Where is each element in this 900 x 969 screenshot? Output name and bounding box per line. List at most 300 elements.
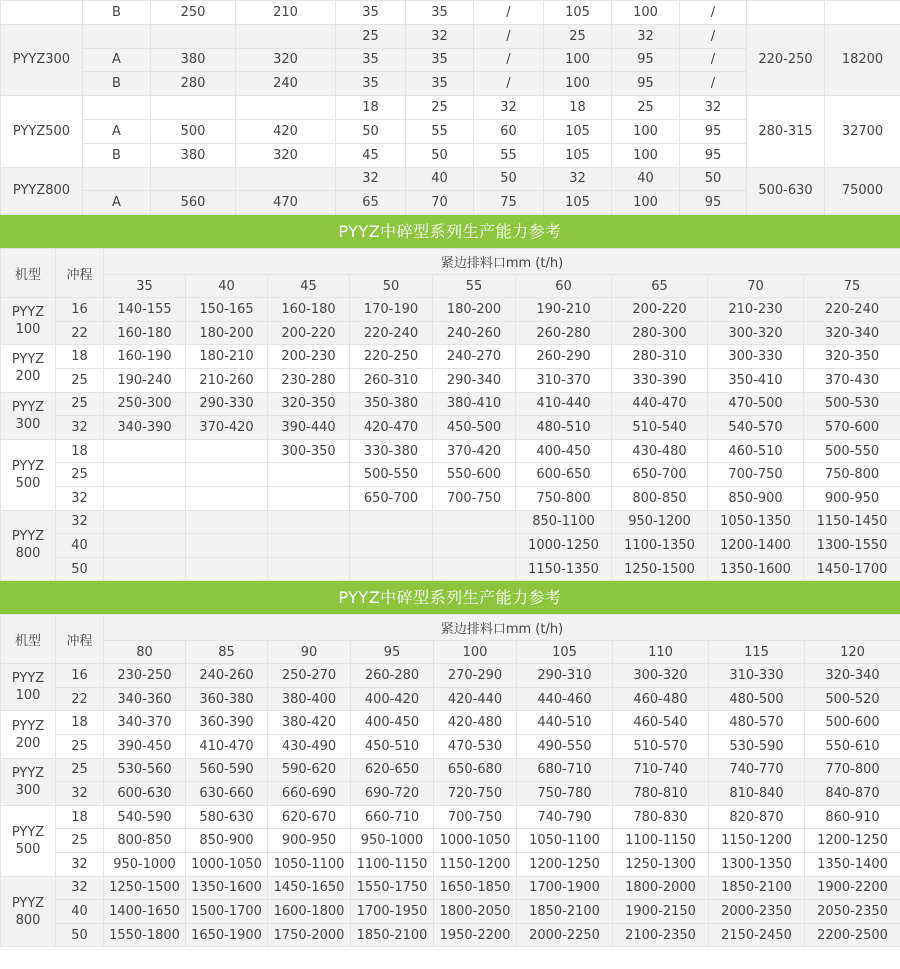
capacity-row — [1, 486, 900, 510]
capacity-cell: 630-660 — [186, 782, 268, 806]
capacity-cell: 850-900 — [708, 486, 804, 510]
capacity-cell: 180-210 — [186, 345, 268, 369]
capacity-cell: 540-590 — [104, 805, 186, 829]
spec-value-cell: / — [680, 72, 747, 96]
capacity-cell: 650-700 — [350, 486, 433, 510]
capacity-cell: 240-270 — [433, 345, 516, 369]
model-cell: PYYZ 200 — [1, 711, 56, 758]
capacity-cell: 900-950 — [268, 829, 351, 853]
spec-weight-cell: 18200 — [825, 24, 900, 95]
capacity-cell: 310-370 — [516, 368, 612, 392]
capacity-cell: 240-260 — [186, 664, 268, 688]
capacity-cell: 620-670 — [268, 805, 351, 829]
capacity-table-2-body — [1, 615, 900, 947]
capacity-cell: 1100-1150 — [351, 853, 434, 877]
capacity-cell: 540-570 — [708, 416, 804, 440]
size-header-cell: 90 — [268, 641, 351, 664]
capacity-cell: 320-350 — [268, 392, 350, 416]
spec-model-cell: PYYZ300 — [1, 24, 83, 95]
spec-value-cell: 50 — [336, 119, 406, 143]
header-row — [1, 615, 900, 641]
spec-row — [1, 96, 900, 120]
spec-rpm-cell: 500-630 — [747, 167, 825, 215]
capacity-cell: 2000-2350 — [709, 900, 805, 924]
capacity-cell: 1850-2100 — [351, 923, 434, 947]
capacity-cell: 230-280 — [268, 368, 350, 392]
capacity-table-2 — [0, 614, 900, 947]
capacity-cell: 1600-1800 — [268, 900, 351, 924]
capacity-cell: 820-870 — [709, 805, 805, 829]
capacity-cell: 550-600 — [433, 463, 516, 487]
capacity-cell: 1350-1400 — [805, 853, 900, 877]
capacity-cell — [104, 534, 186, 558]
capacity-cell: 1200-1250 — [517, 853, 613, 877]
capacity-cell: 500-550 — [350, 463, 433, 487]
spec-value-cell: 320 — [236, 143, 336, 167]
stroke-cell: 16 — [56, 298, 104, 322]
capacity-cell: 950-1000 — [104, 853, 186, 877]
capacity-cell: 690-720 — [351, 782, 434, 806]
capacity-cell — [104, 557, 186, 581]
model-cell: PYYZ 500 — [1, 439, 56, 510]
size-header-cell: 110 — [613, 641, 709, 664]
capacity-row — [1, 345, 900, 369]
stroke-cell: 18 — [56, 711, 104, 735]
spec-value-cell: / — [680, 24, 747, 48]
capacity-cell: 1150-1200 — [434, 853, 517, 877]
capacity-cell: 440-510 — [517, 711, 613, 735]
capacity-cell: 390-440 — [268, 416, 350, 440]
capacity-cell: 2100-2350 — [613, 923, 709, 947]
capacity-cell: 1850-2100 — [709, 876, 805, 900]
capacity-cell: 750-800 — [516, 486, 612, 510]
size-header-row — [1, 275, 900, 298]
capacity-cell: 750-780 — [517, 782, 613, 806]
capacity-cell: 420-480 — [434, 711, 517, 735]
capacity-cell: 1800-2050 — [434, 900, 517, 924]
capacity-cell: 230-250 — [104, 664, 186, 688]
spec-value-cell: 100 — [544, 48, 612, 72]
size-header-cell: 60 — [516, 275, 612, 298]
capacity-row — [1, 687, 900, 711]
capacity-cell: 1000-1050 — [186, 853, 268, 877]
capacity-cell: 160-180 — [104, 321, 186, 345]
spec-value-cell: 95 — [612, 48, 680, 72]
capacity-cell: 190-210 — [516, 298, 612, 322]
spec-model-cell: PYYZ500 — [1, 96, 83, 167]
spec-value-cell: 95 — [680, 191, 747, 215]
capacity-cell: 1150-1200 — [709, 829, 805, 853]
table2-title: PYYZ中碎型系列生产能力参考 — [0, 581, 900, 614]
capacity-cell: 370-420 — [433, 439, 516, 463]
spec-value-cell — [151, 167, 236, 191]
stroke-cell: 22 — [56, 687, 104, 711]
size-header-cell: 120 — [805, 641, 900, 664]
capacity-cell: 800-850 — [612, 486, 708, 510]
capacity-cell: 2000-2250 — [517, 923, 613, 947]
capacity-cell: 680-710 — [517, 758, 613, 782]
capacity-cell: 1850-2100 — [517, 900, 613, 924]
capacity-cell — [268, 486, 350, 510]
capacity-cell: 1900-2150 — [613, 900, 709, 924]
capacity-cell: 650-680 — [434, 758, 517, 782]
spec-value-cell: / — [474, 24, 544, 48]
spec-value-cell: 100 — [612, 191, 680, 215]
capacity-cell: 360-390 — [186, 711, 268, 735]
capacity-cell: 430-490 — [268, 735, 351, 759]
capacity-cell: 330-390 — [612, 368, 708, 392]
capacity-row — [1, 321, 900, 345]
capacity-cell — [104, 439, 186, 463]
stroke-cell: 50 — [56, 557, 104, 581]
capacity-cell — [350, 510, 433, 534]
capacity-cell: 160-190 — [104, 345, 186, 369]
stroke-cell: 25 — [56, 392, 104, 416]
capacity-cell: 500-600 — [805, 711, 900, 735]
spec-row — [1, 167, 900, 191]
capacity-cell: 290-310 — [517, 664, 613, 688]
capacity-cell: 340-370 — [104, 711, 186, 735]
capacity-row — [1, 664, 900, 688]
spec-value-cell: / — [680, 48, 747, 72]
capacity-cell: 660-690 — [268, 782, 351, 806]
capacity-cell — [350, 534, 433, 558]
capacity-cell: 270-290 — [434, 664, 517, 688]
capacity-cell: 590-620 — [268, 758, 351, 782]
capacity-cell: 550-610 — [805, 735, 900, 759]
capacity-cell — [186, 534, 268, 558]
spec-value-cell: 32 — [406, 24, 474, 48]
model-cell: PYYZ 100 — [1, 664, 56, 711]
capacity-cell: 500-550 — [804, 439, 900, 463]
stroke-cell: 40 — [56, 534, 104, 558]
capacity-row — [1, 557, 900, 581]
spec-value-cell: 560 — [151, 191, 236, 215]
spec-value-cell: 35 — [336, 72, 406, 96]
spec-value-cell: 25 — [336, 24, 406, 48]
spec-value-cell: 320 — [236, 48, 336, 72]
capacity-cell — [104, 510, 186, 534]
capacity-cell: 1350-1600 — [186, 876, 268, 900]
spec-value-cell: 18 — [336, 96, 406, 120]
capacity-cell: 450-510 — [351, 735, 434, 759]
capacity-row — [1, 735, 900, 759]
spec-weight-cell: 75000 — [825, 167, 900, 215]
capacity-cell — [104, 486, 186, 510]
model-cell: PYYZ 500 — [1, 805, 56, 876]
capacity-cell: 340-360 — [104, 687, 186, 711]
capacity-cell: 220-250 — [350, 345, 433, 369]
capacity-row — [1, 900, 900, 924]
capacity-cell: 530-590 — [709, 735, 805, 759]
spec-value-cell — [236, 167, 336, 191]
capacity-cell: 360-380 — [186, 687, 268, 711]
spec-value-cell: 100 — [612, 143, 680, 167]
capacity-cell: 1000-1250 — [516, 534, 612, 558]
size-header-cell: 40 — [186, 275, 268, 298]
capacity-cell: 370-430 — [804, 368, 900, 392]
spec-model-cell: PYYZ800 — [1, 167, 83, 215]
capacity-cell — [268, 534, 350, 558]
capacity-cell — [186, 486, 268, 510]
capacity-cell: 1250-1500 — [104, 876, 186, 900]
stroke-cell: 18 — [56, 805, 104, 829]
size-header-cell: 55 — [433, 275, 516, 298]
capacity-cell: 1900-2200 — [805, 876, 900, 900]
capacity-cell: 510-570 — [613, 735, 709, 759]
capacity-cell: 1250-1500 — [612, 557, 708, 581]
capacity-cell: 200-220 — [268, 321, 350, 345]
capacity-cell — [433, 557, 516, 581]
capacity-cell: 480-570 — [709, 711, 805, 735]
capacity-cell: 340-390 — [104, 416, 186, 440]
size-header-cell: 80 — [104, 641, 186, 664]
capacity-cell: 850-900 — [186, 829, 268, 853]
capacity-cell: 500-530 — [804, 392, 900, 416]
size-header-cell: 50 — [350, 275, 433, 298]
capacity-cell: 400-420 — [351, 687, 434, 711]
capacity-cell: 1800-2000 — [613, 876, 709, 900]
capacity-cell: 900-950 — [804, 486, 900, 510]
spec-value-cell: / — [474, 72, 544, 96]
capacity-cell: 1400-1650 — [104, 900, 186, 924]
capacity-cell — [186, 439, 268, 463]
discharge-group-header: 紧边排料口mm (t/h) — [104, 249, 900, 275]
capacity-cell: 250-300 — [104, 392, 186, 416]
capacity-cell: 460-480 — [613, 687, 709, 711]
capacity-cell: 200-230 — [268, 345, 350, 369]
size-header-cell: 95 — [351, 641, 434, 664]
capacity-cell: 310-330 — [709, 664, 805, 688]
capacity-cell: 380-400 — [268, 687, 351, 711]
capacity-cell: 290-340 — [433, 368, 516, 392]
capacity-cell: 460-510 — [708, 439, 804, 463]
spec-row — [1, 1, 900, 25]
capacity-cell: 1950-2200 — [434, 923, 517, 947]
spec-value-cell — [83, 24, 151, 48]
capacity-row — [1, 805, 900, 829]
capacity-cell: 220-240 — [804, 298, 900, 322]
capacity-cell: 260-280 — [351, 664, 434, 688]
spec-value-cell: 40 — [406, 167, 474, 191]
capacity-cell: 500-520 — [805, 687, 900, 711]
capacity-cell: 180-200 — [186, 321, 268, 345]
spec-value-cell: 40 — [612, 167, 680, 191]
capacity-table-1-body — [1, 249, 900, 581]
capacity-cell: 810-840 — [709, 782, 805, 806]
capacity-cell — [186, 557, 268, 581]
capacity-cell: 350-380 — [350, 392, 433, 416]
spec-value-cell: 25 — [612, 96, 680, 120]
capacity-cell: 1300-1550 — [804, 534, 900, 558]
spec-value-cell: / — [474, 1, 544, 25]
capacity-cell: 570-600 — [804, 416, 900, 440]
capacity-cell: 2050-2350 — [805, 900, 900, 924]
capacity-cell: 1700-1900 — [517, 876, 613, 900]
capacity-cell: 300-330 — [708, 345, 804, 369]
capacity-cell: 2200-2500 — [805, 923, 900, 947]
capacity-cell: 1300-1350 — [709, 853, 805, 877]
spec-value-cell: 210 — [236, 1, 336, 25]
spec-value-cell: 105 — [544, 1, 612, 25]
spec-value-cell: 380 — [151, 143, 236, 167]
spec-value-cell: 100 — [612, 1, 680, 25]
spec-value-cell: 105 — [544, 143, 612, 167]
capacity-row — [1, 711, 900, 735]
capacity-cell: 750-800 — [804, 463, 900, 487]
capacity-cell: 770-800 — [805, 758, 900, 782]
capacity-cell: 1750-2000 — [268, 923, 351, 947]
capacity-row — [1, 416, 900, 440]
spec-value-cell: 75 — [474, 191, 544, 215]
spec-value-cell: B — [83, 143, 151, 167]
capacity-cell: 300-350 — [268, 439, 350, 463]
capacity-cell: 160-180 — [268, 298, 350, 322]
capacity-cell: 660-710 — [351, 805, 434, 829]
spec-value-cell: 55 — [406, 119, 474, 143]
spec-value-cell: B — [83, 1, 151, 25]
capacity-cell: 1350-1600 — [708, 557, 804, 581]
capacity-cell: 490-550 — [517, 735, 613, 759]
capacity-row — [1, 392, 900, 416]
capacity-cell: 390-450 — [104, 735, 186, 759]
spec-value-cell — [236, 96, 336, 120]
stroke-cell: 25 — [56, 758, 104, 782]
size-header-cell: 35 — [104, 275, 186, 298]
spec-value-cell: A — [83, 48, 151, 72]
capacity-cell: 380-410 — [433, 392, 516, 416]
capacity-cell — [350, 557, 433, 581]
spec-rpm-cell: 280-315 — [747, 96, 825, 167]
capacity-cell: 260-310 — [350, 368, 433, 392]
stroke-cell: 32 — [56, 510, 104, 534]
capacity-cell — [268, 557, 350, 581]
capacity-cell: 140-155 — [104, 298, 186, 322]
capacity-cell: 180-200 — [433, 298, 516, 322]
capacity-cell: 410-440 — [516, 392, 612, 416]
spec-value-cell — [83, 96, 151, 120]
spec-value-cell: A — [83, 191, 151, 215]
size-header-cell: 85 — [186, 641, 268, 664]
spec-value-cell — [236, 24, 336, 48]
spec-value-cell: / — [474, 48, 544, 72]
capacity-cell: 150-165 — [186, 298, 268, 322]
capacity-cell: 1650-1850 — [434, 876, 517, 900]
capacity-row — [1, 923, 900, 947]
capacity-cell: 1000-1050 — [434, 829, 517, 853]
spec-value-cell: 35 — [336, 48, 406, 72]
capacity-cell: 260-280 — [516, 321, 612, 345]
stroke-cell: 25 — [56, 368, 104, 392]
capacity-cell: 200-220 — [612, 298, 708, 322]
spec-value-cell: 18 — [544, 96, 612, 120]
capacity-cell: 220-240 — [350, 321, 433, 345]
spec-value-cell: 50 — [406, 143, 474, 167]
spec-row — [1, 24, 900, 48]
spec-rpm-cell: 220-250 — [747, 24, 825, 95]
capacity-cell: 440-460 — [517, 687, 613, 711]
spec-value-cell: 55 — [474, 143, 544, 167]
capacity-cell: 950-1000 — [351, 829, 434, 853]
capacity-cell: 560-590 — [186, 758, 268, 782]
stroke-cell: 40 — [56, 900, 104, 924]
capacity-cell: 240-260 — [433, 321, 516, 345]
spec-value-cell: 32 — [336, 167, 406, 191]
model-cell: PYYZ 200 — [1, 345, 56, 392]
capacity-cell: 720-750 — [434, 782, 517, 806]
capacity-cell: 1550-1800 — [104, 923, 186, 947]
spec-value-cell: 60 — [474, 119, 544, 143]
spec-value-cell: 500 — [151, 119, 236, 143]
capacity-cell: 380-420 — [268, 711, 351, 735]
capacity-cell: 1050-1350 — [708, 510, 804, 534]
col-stroke-header: 冲程 — [56, 615, 104, 664]
stroke-cell: 50 — [56, 923, 104, 947]
capacity-cell: 1100-1350 — [612, 534, 708, 558]
capacity-cell: 480-510 — [516, 416, 612, 440]
spec-value-cell: 100 — [612, 119, 680, 143]
spec-rpm-cell — [747, 1, 825, 25]
spec-value-cell: A — [83, 119, 151, 143]
capacity-cell: 350-410 — [708, 368, 804, 392]
capacity-cell: 290-330 — [186, 392, 268, 416]
capacity-cell: 370-420 — [186, 416, 268, 440]
capacity-cell: 740-790 — [517, 805, 613, 829]
size-header-row — [1, 641, 900, 664]
capacity-cell: 1250-1300 — [613, 853, 709, 877]
spec-value-cell: 95 — [680, 143, 747, 167]
capacity-cell: 1150-1350 — [516, 557, 612, 581]
stroke-cell: 18 — [56, 345, 104, 369]
spec-value-cell: 100 — [544, 72, 612, 96]
spec-value-cell: 240 — [236, 72, 336, 96]
capacity-cell: 250-270 — [268, 664, 351, 688]
stroke-cell: 32 — [56, 486, 104, 510]
capacity-cell: 430-480 — [612, 439, 708, 463]
capacity-cell: 470-530 — [434, 735, 517, 759]
capacity-cell — [268, 463, 350, 487]
capacity-cell: 170-190 — [350, 298, 433, 322]
spec-table-top-body — [1, 1, 900, 215]
capacity-cell: 1650-1900 — [186, 923, 268, 947]
stroke-cell: 25 — [56, 735, 104, 759]
capacity-cell: 620-650 — [351, 758, 434, 782]
size-header-cell: 70 — [708, 275, 804, 298]
capacity-row — [1, 782, 900, 806]
stroke-cell: 32 — [56, 416, 104, 440]
spec-value-cell — [151, 24, 236, 48]
size-header-cell: 75 — [804, 275, 900, 298]
capacity-table-1 — [0, 248, 900, 581]
capacity-cell: 700-750 — [433, 486, 516, 510]
capacity-cell: 710-740 — [613, 758, 709, 782]
capacity-cell — [104, 463, 186, 487]
capacity-cell: 740-770 — [709, 758, 805, 782]
spec-value-cell: 105 — [544, 119, 612, 143]
capacity-cell: 700-750 — [708, 463, 804, 487]
capacity-cell: 400-450 — [351, 711, 434, 735]
capacity-cell: 1450-1700 — [804, 557, 900, 581]
capacity-cell: 600-650 — [516, 463, 612, 487]
capacity-cell — [433, 534, 516, 558]
model-cell: PYYZ 800 — [1, 510, 56, 581]
header-row — [1, 249, 900, 275]
spec-table-top — [0, 0, 900, 215]
spec-value-cell: 420 — [236, 119, 336, 143]
spec-value-cell: 380 — [151, 48, 236, 72]
capacity-row — [1, 534, 900, 558]
capacity-cell: 1050-1100 — [268, 853, 351, 877]
